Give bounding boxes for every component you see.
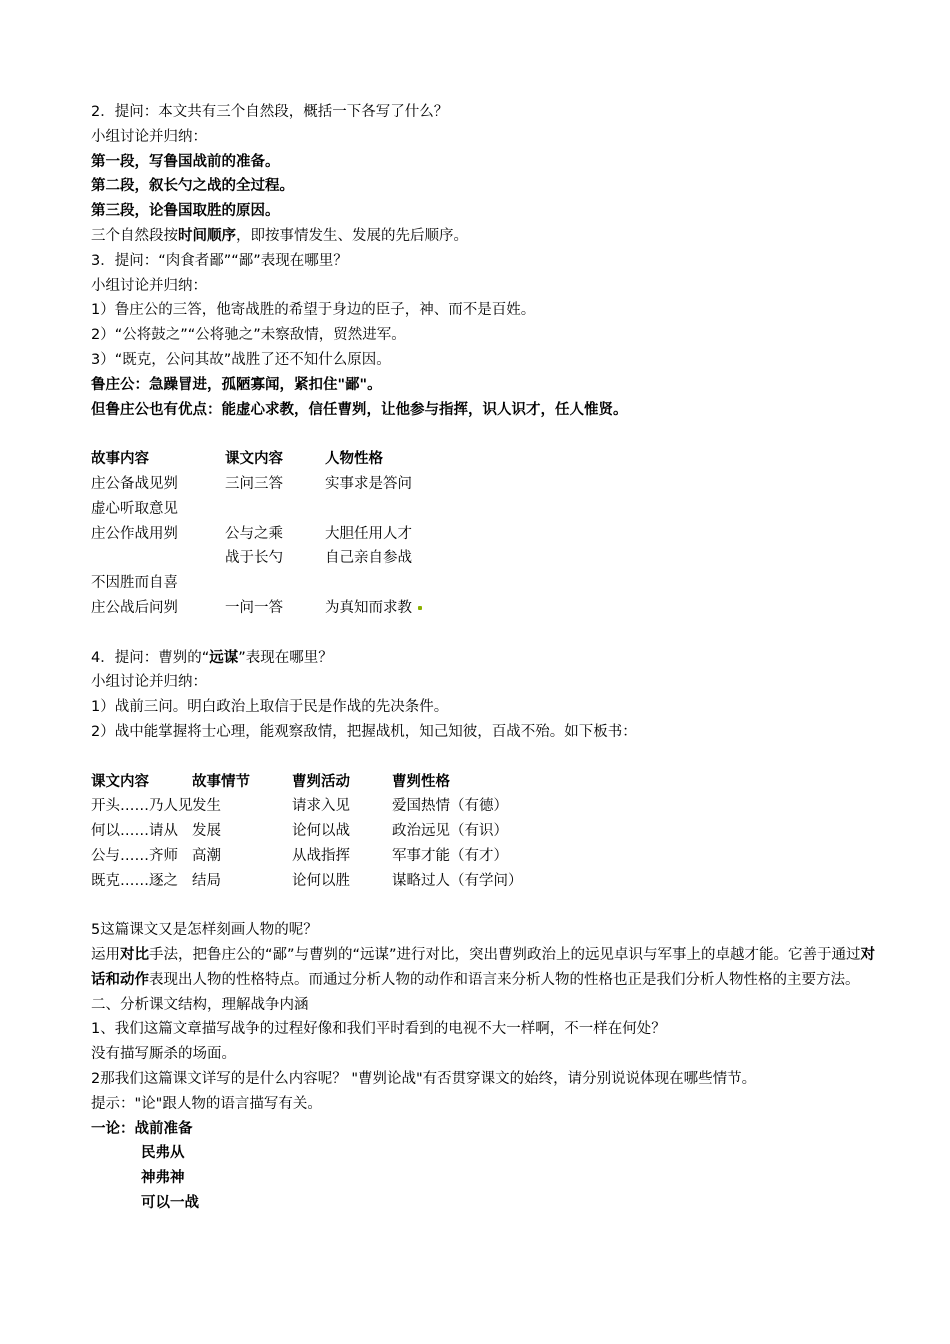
table-row: 不因胜而自喜: [91, 575, 178, 592]
bold-summary-1: 鲁庄公：急躁冒进，孤陋寡闻，紧扣住"鄙"。: [91, 376, 382, 393]
part-2-title: 二、分析课文结构，理解战争内涵: [91, 996, 309, 1013]
part-2-question-2: 2那我们这篇课文详写的是什么内容呢？ "曹刿论战"有否贯穿课文的始终，请分别说说体现在哪些情节。: [91, 1071, 757, 1088]
point-2: 2）战中能掌握将士心理，能观察敌情，把握战机，知己知彼，百战不殆。如下板书：: [91, 723, 637, 740]
table1-header: 故事内容 课文内容 人物性格: [91, 451, 383, 468]
table-row: 何以……请从 发展 论何以战 政治远见（有识）: [91, 823, 508, 840]
argument-item: 民弗从: [141, 1145, 185, 1162]
summary-paragraph-2: 第二段，叙长勺之战的全过程。: [91, 178, 294, 195]
document-page: [91, 100, 891, 1216]
table2-header: 课文内容 故事情节 曹刿活动 曹刿性格: [91, 773, 450, 790]
table-row: 既克……逐之 结局 论何以胜 谋略过人（有学问）: [91, 872, 523, 889]
part-2-answer-1: 没有描写厮杀的场面。: [91, 1046, 236, 1063]
point-2: 2）“公将鼓之”“公将驰之”未察敌情，贸然进军。: [91, 327, 406, 344]
table-row: 虚心听取意见: [91, 500, 178, 517]
argument-item: 神弗神: [141, 1170, 185, 1187]
table-row: 庄公战后问刿 一问一答 为真知而求教: [91, 596, 891, 621]
summary-paragraph-3: 第三段，论鲁国取胜的原因。: [91, 203, 280, 220]
table-row: 庄公备战见刿 三问三答 实事求是答问: [91, 475, 412, 492]
table-row: 战于长勺 自己亲自参战: [225, 550, 412, 567]
part-2-question-1: 1、我们这篇文章描写战争的过程好像和我们平时看到的电视不大一样啊，不一样在何处？: [91, 1021, 666, 1038]
question-5: 5这篇课文又是怎样刻画人物的呢？: [91, 922, 318, 939]
marker-dot: [418, 606, 422, 610]
table-row: 开头……乃人见 发生 请求入见 爱国热情（有德）: [91, 798, 508, 815]
hint-line: 提示："论"跟人物的语言描写有关。: [91, 1095, 322, 1112]
point-1: 1）战前三问。明白政治上取信于民是作战的先决条件。: [91, 699, 449, 716]
question-2: 2．提问：本文共有三个自然段，概括一下各写了什么？: [91, 104, 449, 120]
point-1: 1）鲁庄公的三答，他寄战胜的希望于身边的臣子，神、而不是百姓。: [91, 302, 536, 319]
discuss-label: 小组讨论并归纳：: [91, 277, 207, 294]
discuss-label: 小组讨论并归纳：: [91, 128, 207, 145]
analysis-paragraph: 运用对比手法，把鲁庄公的“鄙”与曹刿的“远谋”进行对比，突出曹刿政治上的远见卓识与军事上的卓越才能。它善于通过对话和动作表现出人物的性格特点。而通过分析人物的动作和语言来分析人物的性格也正是我们分析人物性格的主要方法。: [91, 947, 876, 988]
first-argument: 一论：战前准备: [91, 1120, 193, 1137]
point-3: 3）“既克，公问其故”战胜了还不知什么原因。: [91, 351, 391, 368]
argument-item: 可以一战: [141, 1195, 199, 1212]
bold-summary-2: 但鲁庄公也有优点：能虚心求教，信任曹刿，让他参与指挥，识人识才，任人惟贤。: [91, 401, 628, 418]
question-4: 4．提问：曹刿的“远谋”表现在哪里？: [91, 649, 333, 666]
summary-paragraph-1: 第一段，写鲁国战前的准备。: [91, 153, 280, 170]
table-row: 公与……齐师 高潮 从战指挥 军事才能（有才）: [91, 847, 508, 864]
table-row: 庄公作战用刿 公与之乘 大胆任用人才: [91, 525, 412, 542]
order-line: 三个自然段按时间顺序，即按事情发生、发展的先后顺序。: [91, 227, 468, 244]
discuss-label: 小组讨论并归纳：: [91, 674, 207, 691]
question-3: 3．提问：“肉食者鄙”“鄙”表现在哪里？: [91, 252, 348, 269]
